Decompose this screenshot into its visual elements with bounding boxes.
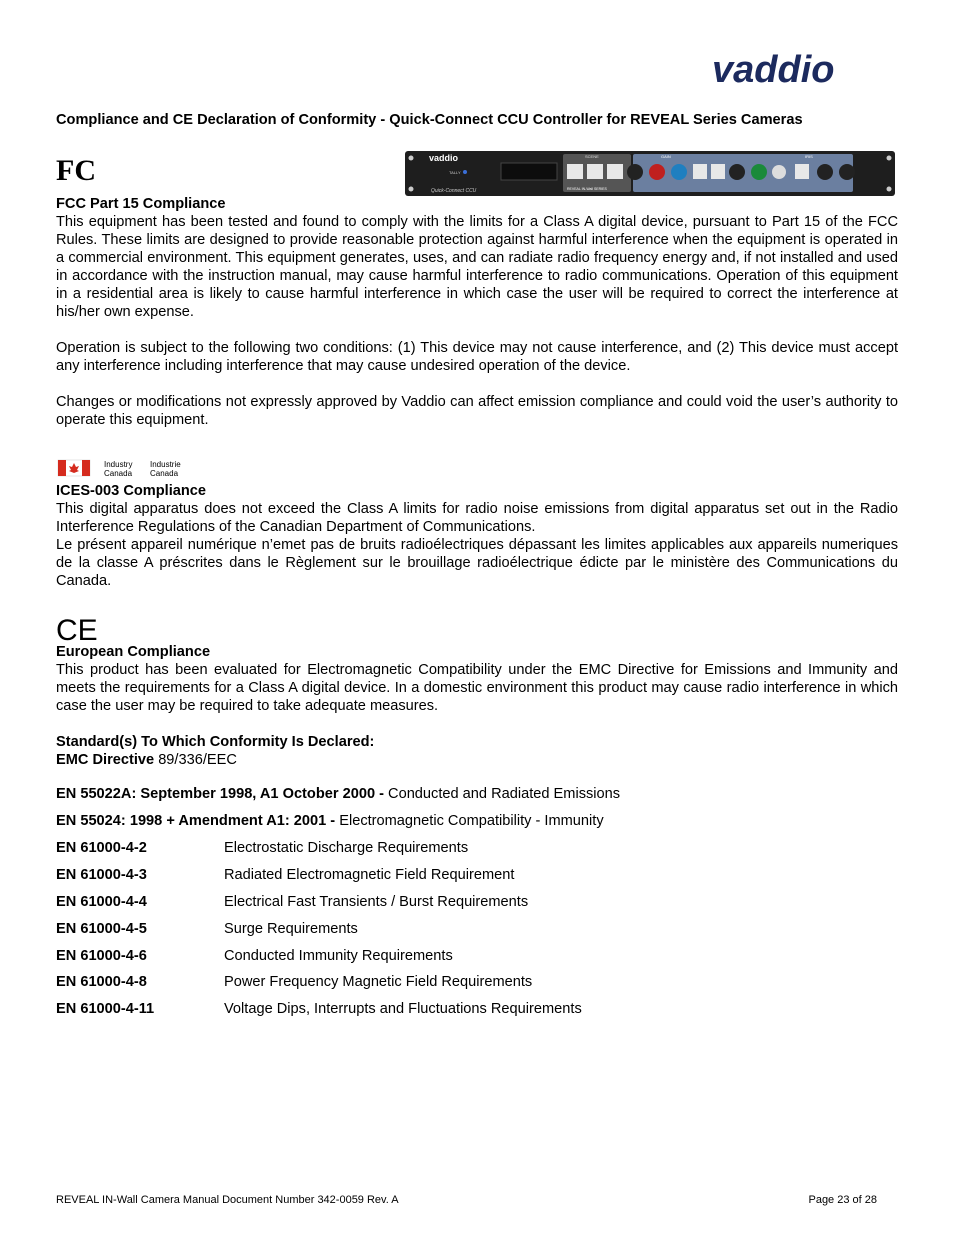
svg-text:TALLY: TALLY [449, 170, 461, 175]
fcc-logo [56, 154, 96, 188]
standard-row: EN 61000-4-8 Power Frequency Magnetic Field Requirements [56, 974, 533, 990]
svg-text:vaddio: vaddio [712, 52, 835, 91]
standard-en55022: EN 55022A: September 1998, A1 October 2000 - Conducted and Radiated Emissions [56, 786, 621, 802]
svg-text:Quick-Connect CCU: Quick-Connect CCU [431, 188, 477, 194]
standards-section [56, 733, 898, 769]
svg-text:vaddio: vaddio [429, 153, 459, 163]
svg-text:Industrie: Industrie [150, 460, 181, 469]
standard-row: EN 61000-4-6 Conducted Immunity Requirements [56, 948, 453, 964]
standard-row: EN 61000-4-5 Surge Requirements [56, 921, 358, 937]
standard-en55024: EN 55024: 1998 + Amendment A1: 2001 - Electromagnetic Compatibility - Immunity [56, 813, 604, 829]
svg-text:REVEAL IN-Wall SERIES: REVEAL IN-Wall SERIES [567, 187, 607, 191]
footer-document-number: REVEAL IN-Wall Camera Manual Document Number 342-0059 Rev. A [56, 1194, 399, 1206]
standard-row: EN 61000-4-4 Electrical Fast Transients / Burst Requirements [56, 894, 529, 910]
european-section [56, 643, 898, 715]
svg-text:CE: CE [56, 614, 98, 644]
ices-paragraph-en: This digital apparatus does not exceed the Class A limits for radio noise emissions from digital apparatus set out in the Radio Interference Regulations of the Canadian Department of Communications. [56, 501, 898, 535]
ices-section [56, 482, 898, 590]
ccu-controller-image [405, 150, 895, 197]
european-heading: European Compliance [56, 644, 211, 660]
svg-text:IRIS: IRIS [805, 154, 813, 159]
svg-text:GAIN: GAIN [661, 154, 671, 159]
svg-text:Canada: Canada [104, 469, 133, 478]
standard-row: EN 61000-4-11 Voltage Dips, Interrupts and Fluctuations Requirements [56, 1001, 582, 1017]
fcc-paragraph-1: This equipment has been tested and found to comply with the limits for a Class A digital device, pursuant to Part 15 of the FCC Rules. These limits are designed to provide reasonable protection against harmful interference when the equipment is operated in a commercial environment. This equipment generates, uses, and can radiate radio frequency energy and, if not installed and used in accordance with the instruction manual, may cause harmful interference to radio communications. Operation of this equipment in a residential area is likely to cause harmful interference in which case the user will be required to correct the interference at his/her own expense. [56, 214, 898, 320]
svg-text:FC: FC [56, 154, 96, 184]
standard-row: EN 61000-4-3 Radiated Electromagnetic Field Requirement [56, 867, 515, 883]
emc-directive-line: EMC Directive 89/336/EEC [56, 752, 237, 768]
ices-paragraph-fr: Le présent appareil numérique n’emet pas de bruits radioélectriques dépassant les limites applicables aux appareils numeriques de la classe A préscrites dans le Règlement sur le brouillage radioélectrique édicte par le ministère des Communications du Canada. [56, 537, 898, 589]
vaddio-logo [712, 52, 908, 92]
svg-text:Canada: Canada [150, 469, 179, 478]
fcc-paragraph-3: Changes or modifications not expressly approved by Vaddio can affect emission compliance and could void the user’s authority to operate this equipment. [56, 394, 898, 428]
page-title: Compliance and CE Declaration of Conformity - Quick-Connect CCU Controller for REVEAL Series Cameras [56, 112, 803, 128]
svg-text:Industry: Industry [104, 460, 133, 469]
industry-canada-logo [56, 457, 188, 483]
standard-row: EN 61000-4-2 Electrostatic Discharge Requirements [56, 840, 469, 856]
fcc-paragraph-2: Operation is subject to the following two conditions: (1) This device may not cause interference, and (2) This device must accept any interference including interference that may cause undesired operation of the device. [56, 340, 898, 374]
footer-page-number: Page 23 of 28 [808, 1194, 877, 1206]
fcc-heading: FCC Part 15 Compliance [56, 196, 226, 212]
standards-heading: Standard(s) To Which Conformity Is Declared: [56, 734, 375, 750]
fcc-section [56, 195, 898, 429]
ices-heading: ICES-003 Compliance [56, 483, 207, 499]
svg-text:SCENE: SCENE [585, 154, 599, 159]
european-paragraph: This product has been evaluated for Electromagnetic Compatibility under the EMC Directive for Emissions and Immunity and meets the requirements for a Class A digital device. In a domestic environment this product may cause radio interference in which case the user may be required to take adequate measures. [56, 662, 898, 714]
